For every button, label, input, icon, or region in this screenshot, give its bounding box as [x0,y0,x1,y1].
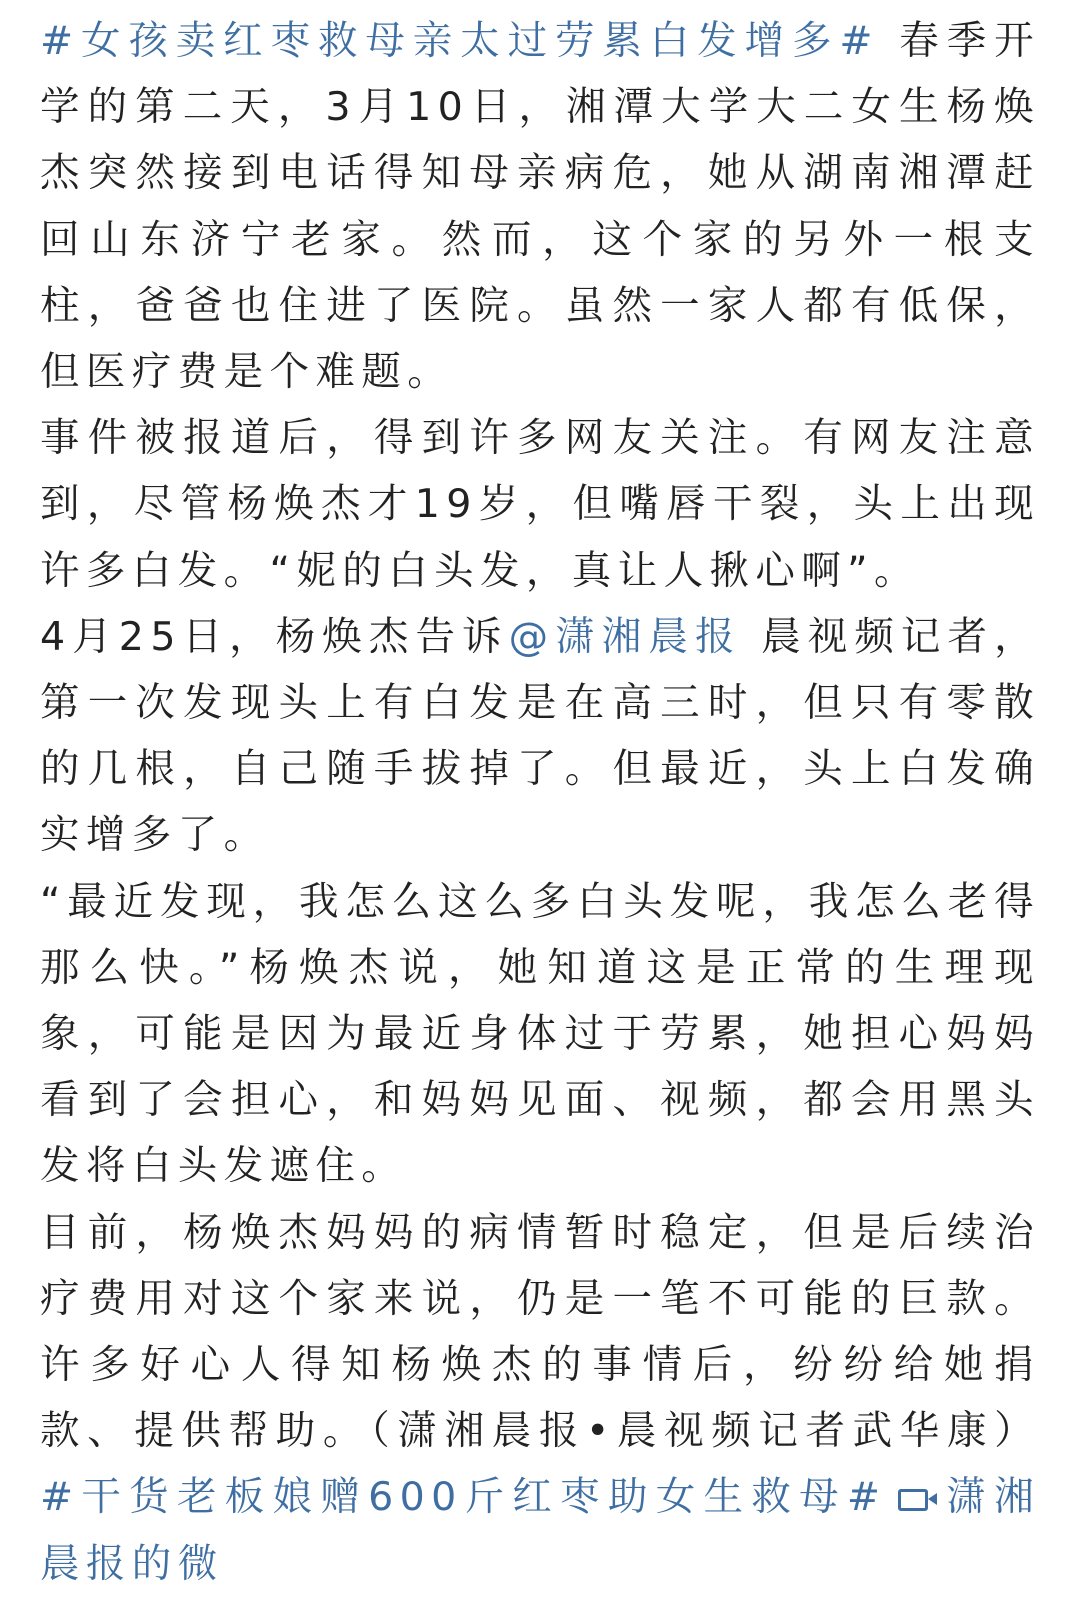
post-text: 目前，杨焕杰妈妈的病情暂时稳定，但是后续治疗费用对这个家来说，仍是一笔不可能的巨款。许多好心人得知杨焕杰的事情后，纷纷给她捐款、提供帮助。（潇湘晨报•晨视频记者武华康） [40,1209,1040,1455]
post-paragraph [40,8,1040,405]
post-text: 晨视频记者，第一次发现头上有白发是在高三时，但只有零散的几根，自己随手拔掉了。但最近，头上白发确实增多了。 [40,613,1041,859]
weibo-post-body [40,8,1040,1597]
post-paragraph [40,1200,1040,1597]
hashtag-link[interactable]: #女孩卖红枣救母亲太过劳累白发增多# [40,18,879,64]
post-paragraph [40,604,1040,869]
video-camera-icon [898,1489,928,1511]
hashtag-link[interactable]: #干货老板娘赠600斤红枣助女生救母# [40,1474,887,1521]
video-link-label: 潇湘晨报的微 [40,1474,1040,1587]
post-text: 4月25日，杨焕杰告诉 [40,613,509,660]
post-text: 春季开学的第二天，3月10日，湘潭大学大二女生杨焕杰突然接到电话得知母亲病危，她从湖南湘潭赶回山东济宁老家。然而，这个家的另外一根支柱，爸爸也住进了医院。虽然一家人都有低保，但医疗费是个难题。 [40,18,1040,396]
post-text: “最近发现，我怎么这么多白头发呢，我怎么老得那么快。”杨焕杰说，她知道这是正常的生理现象，可能是因为最近身体过于劳累，她担心妈妈看到了会担心，和妈妈见面、视频，都会用黑头发将白头发遮住。 [40,878,1040,1190]
post-text: 事件被报道后，得到许多网友关注。有网友注意到，尽管杨焕杰才19岁，但嘴唇干裂，头上出现许多白发。“妮的白头发，真让人揪心啊”。 [40,415,1040,594]
post-paragraph [40,405,1040,604]
mention-link[interactable]: @潇湘晨报 [508,613,742,660]
post-paragraph [40,869,1040,1200]
